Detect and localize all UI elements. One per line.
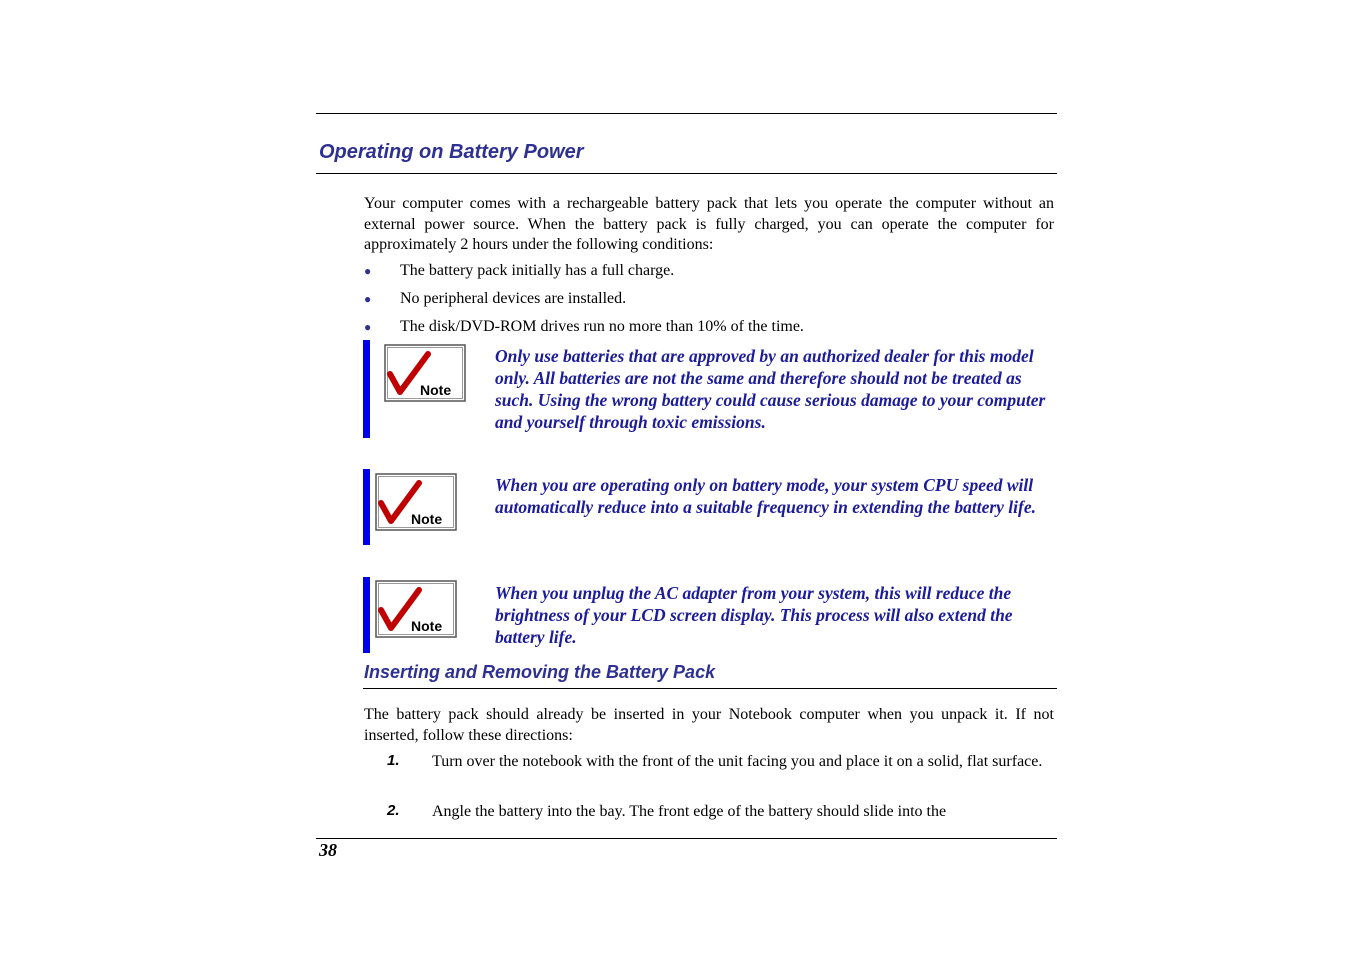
bullet-icon: ● [364,320,372,334]
note-text: When you are operating only on battery mode, your system CPU speed will automatically reduce into a suitable frequency in extending the battery life. [495,475,1037,517]
step-text: Angle the battery into the bay. The front edge of the battery should slide into the [432,803,947,820]
section-title: Operating on Battery Power [319,141,584,163]
page-number: 38 [319,840,337,860]
note-bar [363,577,370,653]
note-text: Only use batteries that are approved by an authorized dealer for this model only. All batteries are not the same and therefore should not be treated as such. Using the wrong battery could cause serious damage to your computer and yourself through toxic emissions. [495,346,1046,432]
step-text: Turn over the notebook with the front of the unit facing you and place it on a solid, flat surface. [432,753,1043,770]
subsection-paragraph: The battery pack should already be inserted in your Notebook computer when you unpack it. If not inserted, follow these directions: [364,706,1054,744]
note-text: When you unplug the AC adapter from your system, this will reduce the brightness of your LCD screen display. This process will also extend the battery life. [495,583,1013,647]
step-number: 1. [387,752,400,769]
bullet-icon: ● [364,264,372,278]
svg-text:Note: Note [411,511,443,527]
note-bar [363,469,370,545]
svg-text:Note: Note [420,382,452,398]
section-title-rule [316,173,1057,174]
step-number: 2. [387,802,400,819]
footer-rule [316,838,1057,839]
note-check-icon [375,580,457,638]
note-check-icon [375,473,457,531]
subsection-rule [363,688,1057,689]
note-check-icon [384,344,466,402]
svg-text:Note: Note [411,618,443,634]
subsection-title: Inserting and Removing the Battery Pack [364,662,716,682]
note-bar [363,340,370,438]
intro-paragraph: Your computer comes with a rechargeable battery pack that lets you operate the computer without an external power source. When the battery pack is fully charged, you can operate the computer for approximately 2 hours under the following conditions: [364,195,1054,253]
bullet-icon: ● [364,292,372,306]
top-rule [316,113,1057,114]
